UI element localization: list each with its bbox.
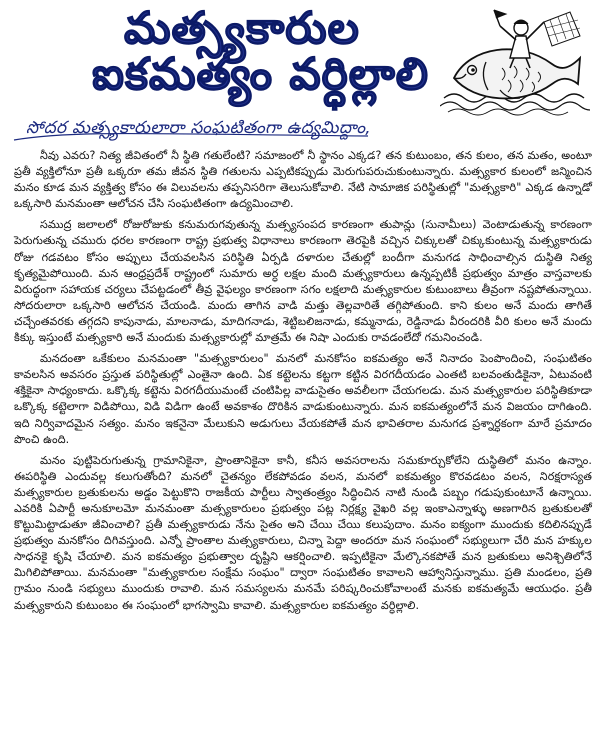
headline-line-2: ఐకమత్యం వర్ధిల్లాలి <box>92 49 430 100</box>
headline-line-1: మత్స్యకారుల <box>124 3 360 54</box>
article-body <box>14 148 592 614</box>
masthead <box>14 3 592 118</box>
paragraph-3: మనదంతా ఒకేకులం మనమంతా "మత్స్యకారులం" మనలో మనకోసం ఐకమత్యం అనే నినాదం పెంపొందించి, సంఘటితం కావలసిన అవసరం ప్రస్తుత పరిస్థితుల్లో ఎంతైనా ఉంది. ఏక కట్టెలను కట్టగా కట్టిన విరగదీయడం ఎంతటి బలవంతుడికైనా, ఏటువంటి శక్తికైనా సాధ్యంకాదు. ఒక్కొక్క కట్టెను విరగదీయుమంటే చంటిపిల్ల వాడుసైతం అవలీలగా చేయగలడు. మన మత్స్యకారుల పరిస్థితికూడా ఒక్కొక్క కట్టెలాగా విడిపోయి, విడి విడిగా ఉంటే అవకాశం దొరికిన వాడుకుంటున్నారు. మన ఐకమత్యంలోనే మన విజయం దాగిఉంది. ఇది నిర్వివాదమైన సత్యం. మనం ఇకనైనా మేలుకుని అడుగులు వేయకపోతే మన భావితరాల మనుగడ ప్రశ్నార్ధకంగా మారే ప్రమాదం పొంచి ఉంది. <box>14 352 592 446</box>
paragraph-1: నీవు ఎవరు? నిత్య జీవితంలో నీ స్థితి గతులేంటి? సమాజంలో నీ స్థానం ఎక్కడ? తన కుటుంబం, తన కులం, తన మతం, అంటూ ప్రతీ వ్యక్తిలోనూ ప్రతీ ఒక్కరూ తమ జీవన స్థితి గతులను ఎప్పటికప్పుడు మెరుగుపరుచుకుంటున్నారు. మత్స్యకార కులంలో జన్మించిన మనం కూడ మన వ్యక్తిత్వ కోసం ఈ విలువలను తప్పనిసరిగా తెలుసుకోవాలి. నేటి సామాజిక పరిస్థితుల్లో "మత్స్యకారి" ఎక్కడ ఉన్నాడో ఒక్కసారి మనమంతా ఆలోచన చేసి సంఘటితంగా ఉద్యమించాలి. <box>14 149 592 211</box>
salutation-text: సోదర మత్స్యకారులారా సంఘటితంగా ఉద్యమిద్దాం, <box>26 118 371 138</box>
fisherman-on-fish-illustration-icon <box>440 6 590 118</box>
paragraph-2: సముద్ర జలాలలో రోజురోజుకు కనుమరుగవుతున్న మత్స్యసంపద కారణంగా తుపాన్లు (సునామీలు) వెంటాడుతున్న కారణంగా పెరుగుతున్న చమురు ధరల కారణంగా రాష్ట్ర ప్రభుత్వ విధానాలు కారణంగా తెరపైకి వచ్చిన చిక్కులతో చిక్కుకుంటున్న మత్స్యకారుడు రోజు గడవటం కోసం అప్పులు చేయవలసిన పరిస్థితి ఏర్పడి దళారుల చేతుల్లో బందీగా మనుగడ సాధించాల్సిన దుస్థితి నిత్య కృత్యమైపోయింది. మన ఆంధ్రప్రదేశ్ రాష్ట్రంలో సుమారు అర్ధ లక్షల మంది మత్స్యకారులు ఉన్నప్పటికీ ప్రభుత్వం మాత్రం వాస్తవాలకు విరుద్ధంగా సహాయక చర్యలు చేపట్టడంలో తీవ్ర వైఫల్యం కారణంగా సగం లక్షలాది మత్స్యకారుల కుటుంబాలు తీవ్రంగా నష్టపోతున్నాయి. సోదరులారా ఒక్కసారి ఆలోచన చేయండి. మందు తాగిన వాడి మత్తు తెల్లవారితే తగ్గిపోతుంది. కాని కులం అనే మందు తాగితే చచ్చేంతవరకు తగ్గదని కాపునాడు, మాలనాడు, మాదిగనాడు, శెట్టిబలిజనాడు, కమ్మనాడు, రెడ్డినాడు వీరందరికి వీరి కులం అనే మందు కిక్కు ఇస్తుంటే మత్స్యకారి అనే మందుకు మత్స్యకారుల్లో మాత్రమే ఈ నిషా ఎందుకు రావడంలేదో గమనించండి. <box>14 218 592 345</box>
underline-swoosh-icon <box>12 130 372 146</box>
salutation <box>26 118 592 144</box>
paragraph-4: మనం పుట్టిపెరుగుతున్న గ్రామానికైనా, ప్రాంతానికైనా కానీ, కనీస అవసరాలను సమకూర్చుకోలేని దుస్థితిలో మనం ఉన్నాం. ఈపరిస్థితి ఎందువల్ల కలుగుతోంది? మనలో చైతన్యం లేకపోవడం వలన, మనలో ఐకమత్యం కొరవడటం వలన, నిరక్షరాస్యత మత్స్యకారుల బ్రతుకులను అడ్డం పెట్టుకొని రాజకీయ పార్టీలు స్వాతంత్ర్యం సిద్ధించిన నాటి నుండి పబ్బం గడుపుకుంటూనే ఉన్నాయి. ఎవరికి ఏపార్టీ అనుకూలమో మనమంతా మత్స్యకారులం ప్రభుత్వం పట్ల నిర్లక్ష్య వైఖరి వల్ల ఇంకాఎన్నాళ్ళు అణగారిన బ్రతుకులతో కొట్టుమిట్టాడుతూ జీవించాలి? ప్రతీ మత్స్యకారుడు నేను సైతం అని చేయి చేయి కలుపుదాం. మనం ఐక్యంగా ముందుకు కదిలినప్పుడే ప్రభుత్వం మనకోసం దిగివస్తుంది. ఎన్నో ప్రాంతాల మత్స్యకారులు, చిన్నా పెద్దా అందరూ మన సంఘంలో సభ్యులుగా చేరి మన హక్కుల సాధనకై కృషి చేయాలి. మన ఐకమత్యం ప్రభుత్వాల దృష్టిని ఆకర్షించాలి. ఇప్పటికైనా మేల్కొనకపోతే మన బ్రతుకులు అనిశ్చితిలోనే మిగిలిపోతాయి. మనమంతా "మత్స్యకారుల సంక్షేమ సంఘం" ద్వారా సంఘటితం కావాలని ఆహ్వానిస్తున్నాము. ప్రతి మండలం, ప్రతి గ్రామం నుండి సభ్యులు ముందుకు రావాలి. మన సమస్యలను మనమే పరిష్కరించుకోవాలంటే మనకు ఐకమత్యమే ఆయుధం. ప్రతీ మత్స్యకారుని కుటుంబం ఈ సంఘంలో భాగస్వామి కావాలి. మత్స్యకారుల ఐకమత్యం వర్ధిల్లాలి. <box>14 453 592 612</box>
